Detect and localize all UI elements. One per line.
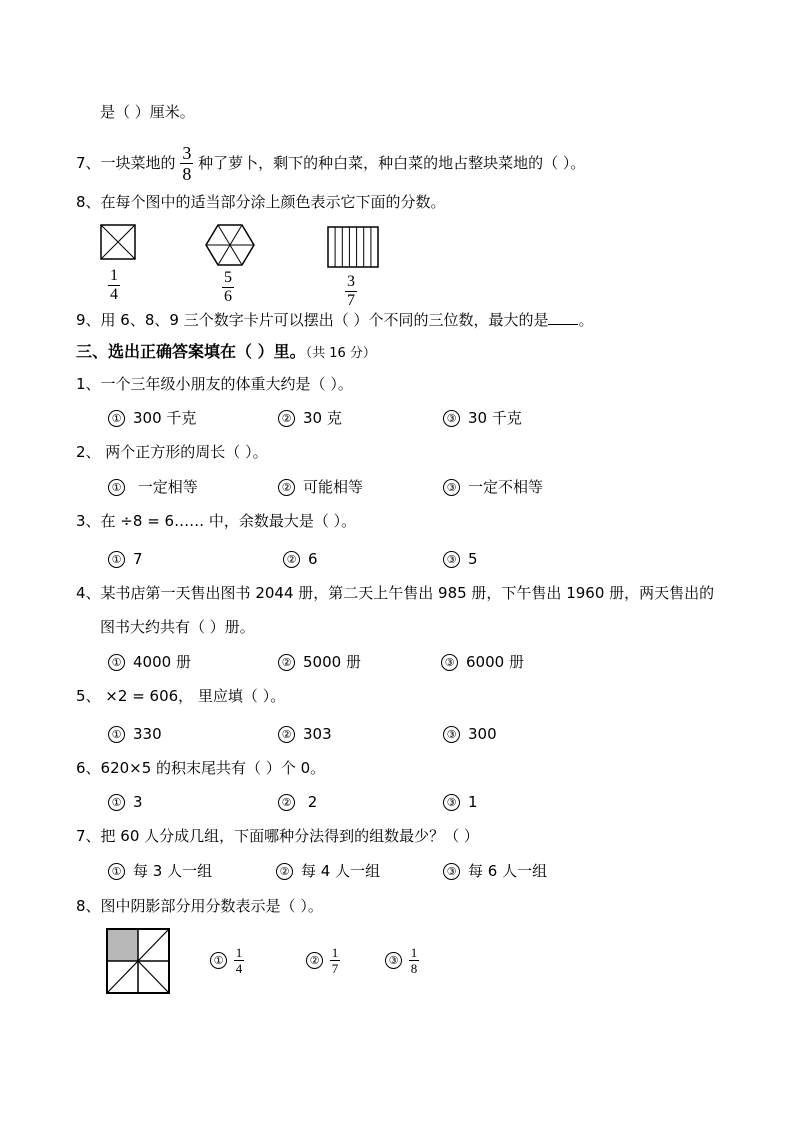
hexagon-figure[interactable] xyxy=(205,224,255,266)
circled-2: ② xyxy=(276,863,293,880)
mc7-option-2[interactable] xyxy=(276,861,380,881)
mc2-stem: 2、 两个正方形的周长（ ）。 xyxy=(76,443,268,461)
mc2-option-3[interactable] xyxy=(443,477,543,497)
option-text: 每 6 人一组 xyxy=(468,862,548,880)
mc1-option-2[interactable] xyxy=(278,408,342,428)
circled-3: ③ xyxy=(385,952,402,969)
circled-3: ③ xyxy=(443,479,460,496)
mc6-option-1[interactable] xyxy=(108,792,143,812)
numerator: 1 xyxy=(331,945,339,960)
circled-2: ② xyxy=(278,794,295,811)
option-text: 6 xyxy=(308,550,318,568)
option-text: 6000 册 xyxy=(466,653,524,671)
fig3-denominator: 7 xyxy=(347,292,355,309)
q9 xyxy=(76,310,594,330)
circled-2: ② xyxy=(283,551,300,568)
mc7-option-3[interactable] xyxy=(443,861,547,881)
circled-1: ① xyxy=(210,952,227,969)
denominator: 8 xyxy=(410,961,418,976)
section3-heading xyxy=(76,342,376,364)
circled-2: ② xyxy=(306,952,323,969)
option-text: 可能相等 xyxy=(303,478,364,496)
mc3-option-2[interactable] xyxy=(283,549,318,569)
mc8-option-2[interactable] xyxy=(306,946,340,975)
numerator: 1 xyxy=(235,945,243,960)
circled-1: ① xyxy=(108,726,125,743)
mc3-option-3[interactable] xyxy=(443,549,478,569)
fig2-denominator: 6 xyxy=(224,288,232,305)
q7-frac-denominator: 8 xyxy=(182,164,192,184)
circled-3: ③ xyxy=(443,863,460,880)
circled-3: ③ xyxy=(441,654,458,671)
q7-post: 种了萝卜，剩下的种白菜，种白菜的地占整块菜地的（ ）。 xyxy=(198,154,586,172)
option-text: 30 克 xyxy=(303,409,342,427)
mc8-option-2-fraction xyxy=(330,946,341,975)
circled-1: ① xyxy=(108,654,125,671)
option-text: 330 xyxy=(133,725,162,743)
q7-pre: 一块菜地的 xyxy=(100,154,176,172)
fig3-fraction xyxy=(345,274,357,309)
numerator: 1 xyxy=(410,945,418,960)
option-text: 3 xyxy=(133,793,143,811)
mc1-option-3[interactable] xyxy=(443,408,522,428)
mc6-option-2[interactable] xyxy=(278,792,317,812)
option-text: 5 xyxy=(468,550,478,568)
circled-1: ① xyxy=(108,863,125,880)
q7-frac-numerator: 3 xyxy=(182,143,192,163)
option-text: 一定相等 xyxy=(133,478,198,496)
mc6-option-3[interactable] xyxy=(443,792,478,812)
circled-1: ① xyxy=(108,551,125,568)
circled-2: ② xyxy=(278,654,295,671)
section3-score: （共 16 分） xyxy=(305,346,376,361)
option-text: 4000 册 xyxy=(133,653,191,671)
mc7-stem: 7、把 60 人分成几组，下面哪种分法得到的组数最少？（ ） xyxy=(76,827,479,845)
q7-num: 7、 xyxy=(76,154,101,172)
denominator: 7 xyxy=(331,961,339,976)
circled-1: ① xyxy=(108,410,125,427)
mc5-option-2[interactable] xyxy=(278,724,332,744)
q9-answer-blank[interactable] xyxy=(548,310,578,325)
option-text: 5000 册 xyxy=(303,653,361,671)
option-text: 每 4 人一组 xyxy=(301,862,381,880)
mc3-stem: 3、在 ÷8 = 6…… 中，余数最大是（ ）。 xyxy=(76,512,357,530)
option-text: 2 xyxy=(303,793,318,811)
mc2-option-1[interactable] xyxy=(108,477,198,497)
mc8-option-1-fraction xyxy=(234,946,245,975)
mc7-option-1[interactable] xyxy=(108,861,212,881)
option-text: 300 xyxy=(468,725,497,743)
mc6-stem: 6、620×5 的积末尾共有（ ）个 0。 xyxy=(76,759,326,777)
square-diagonals-figure[interactable] xyxy=(100,224,136,260)
option-text: 30 千克 xyxy=(468,409,522,427)
option-text: 303 xyxy=(303,725,332,743)
fig3-numerator: 3 xyxy=(347,273,355,290)
mc8-option-3-fraction xyxy=(409,946,420,975)
mc5-option-3[interactable] xyxy=(443,724,497,744)
circled-3: ③ xyxy=(443,794,460,811)
option-text: 每 3 人一组 xyxy=(133,862,213,880)
circled-1: ① xyxy=(108,479,125,496)
circled-2: ② xyxy=(278,726,295,743)
q7 xyxy=(76,144,585,183)
striped-rectangle-figure[interactable] xyxy=(327,226,379,268)
shaded-square-figure xyxy=(105,927,171,995)
mc4-stem-line2: 图书大约共有（ ）册。 xyxy=(100,618,255,636)
mc4-stem: 4、某书店第一天售出图书 2044 册，第二天上午售出 985 册，下午售出 1960 册，两天售出的 xyxy=(76,584,715,602)
q6-tail: 是（ ）厘米。 xyxy=(100,103,195,121)
fig1-denominator: 4 xyxy=(110,286,118,303)
option-text: 300 千克 xyxy=(133,409,197,427)
section3-title: 三、选出正确答案填在（ ）里。 xyxy=(76,342,306,361)
mc1-option-1[interactable] xyxy=(108,408,196,428)
mc8-stem: 8、图中阴影部分用分数表示是（ ）。 xyxy=(76,897,323,915)
circled-3: ③ xyxy=(443,726,460,743)
mc2-option-2[interactable] xyxy=(278,477,363,497)
mc4-option-3[interactable] xyxy=(441,652,524,672)
mc4-option-1[interactable] xyxy=(108,652,191,672)
circled-1: ① xyxy=(108,794,125,811)
q9-pre: 9、用 6、8、9 三个数字卡片可以摆出（ ）个不同的三位数，最大的是 xyxy=(76,311,549,329)
mc8-option-3[interactable] xyxy=(385,946,419,975)
q7-fraction xyxy=(180,144,193,183)
circled-3: ③ xyxy=(443,410,460,427)
mc5-stem: 5、 ×2 = 606， 里应填（ ）。 xyxy=(76,687,286,705)
circled-2: ② xyxy=(278,479,295,496)
denominator: 4 xyxy=(235,961,243,976)
option-text: 7 xyxy=(133,550,143,568)
mc5-option-1[interactable] xyxy=(108,724,162,744)
mc4-option-2[interactable] xyxy=(278,652,361,672)
fig1-fraction xyxy=(108,268,120,303)
mc8-option-1[interactable] xyxy=(210,946,244,975)
mc1-stem: 1、一个三年级小朋友的体重大约是（ ）。 xyxy=(76,375,353,393)
circled-3: ③ xyxy=(443,551,460,568)
option-text: 一定不相等 xyxy=(468,478,544,496)
fig1-numerator: 1 xyxy=(110,267,118,284)
fig2-numerator: 5 xyxy=(224,269,232,286)
fig2-fraction xyxy=(222,270,234,305)
q8-text: 8、在每个图中的适当部分涂上颜色表示它下面的分数。 xyxy=(76,193,446,211)
mc3-option-1[interactable] xyxy=(108,549,143,569)
q9-post: 。 xyxy=(578,311,594,329)
option-text: 1 xyxy=(468,793,478,811)
circled-2: ② xyxy=(278,410,295,427)
